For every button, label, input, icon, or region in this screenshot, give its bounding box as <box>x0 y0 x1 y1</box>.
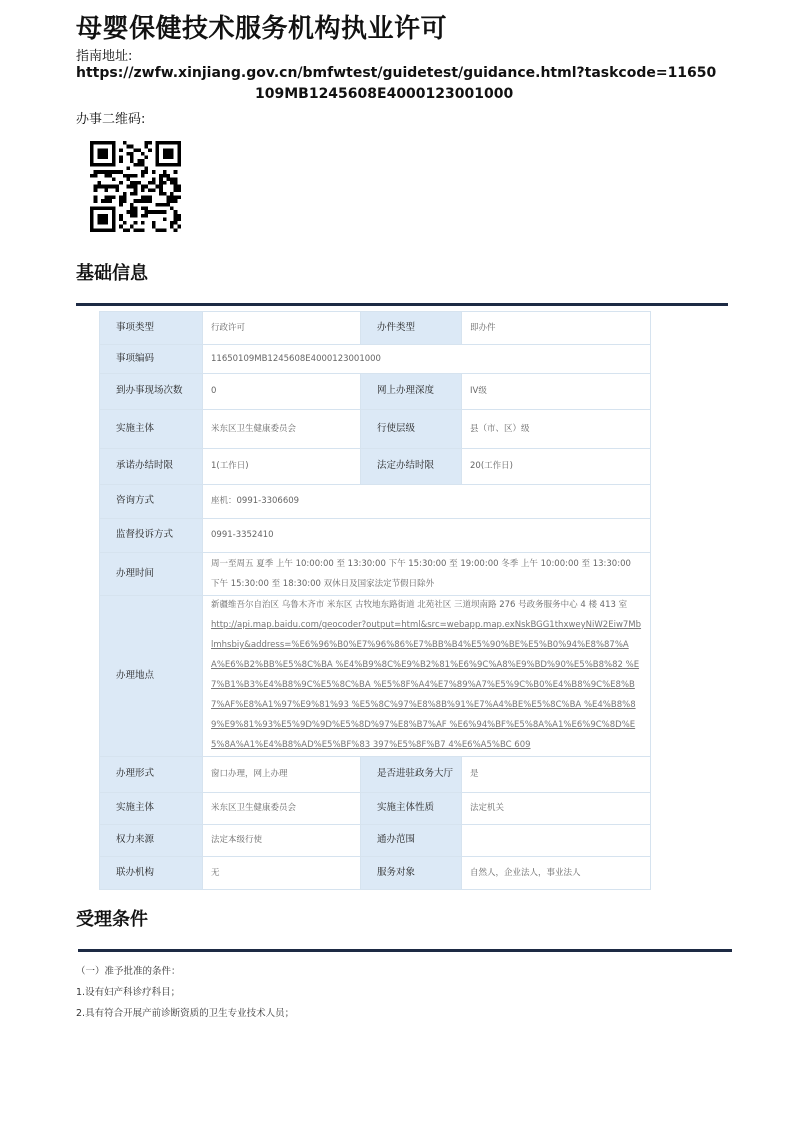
table-row <box>100 485 651 519</box>
table-row <box>100 756 651 792</box>
item-type-label: 事项类型 <box>100 312 203 345</box>
in-hall-label: 是否进驻政务大厅 <box>361 756 462 792</box>
section-divider-conditions <box>78 949 732 952</box>
page-title: 母婴保健技术服务机构执业许可 <box>76 14 448 44</box>
visits-value: 0 <box>203 374 361 410</box>
table-row <box>100 856 651 889</box>
consult-label: 咨询方式 <box>100 485 203 519</box>
item-type-value: 行政许可 <box>203 312 361 345</box>
section-title-basic: 基础信息 <box>76 263 148 284</box>
scope-value <box>462 824 651 856</box>
guide-url-line-1[interactable]: https://zwfw.xinjiang.gov.cn/bmfwtest/guidetest/guidance.html?taskcode=11650 <box>76 65 717 81</box>
joint-label: 联办机构 <box>100 856 203 889</box>
table-row <box>100 312 651 345</box>
qr-code-icon <box>90 141 181 232</box>
target-value: 自然人，企业法人，事业法人 <box>462 856 651 889</box>
table-row <box>100 596 651 757</box>
power-source-label: 权力来源 <box>100 824 203 856</box>
form-label: 办理形式 <box>100 756 203 792</box>
promise-days-label: 承诺办结时限 <box>100 449 203 485</box>
complaint-label: 监督投诉方式 <box>100 519 203 553</box>
section-divider-basic <box>76 303 728 306</box>
in-hall-value: 是 <box>462 756 651 792</box>
hours-label: 办理时间 <box>100 553 203 596</box>
target-label: 服务对象 <box>361 856 462 889</box>
online-depth-value: IV级 <box>462 374 651 410</box>
table-row <box>100 374 651 410</box>
table-row <box>100 345 651 374</box>
basic-info-table <box>99 311 651 890</box>
guide-address-label: 指南地址: <box>76 49 133 64</box>
location-address: 新疆维吾尔自治区 乌鲁木齐市 米东区 古牧地东路街道 北苑社区 三道坝南路 276 号政务服务中心 4 楼 413 室 <box>211 600 628 610</box>
item-code-label: 事项编码 <box>100 345 203 374</box>
table-row <box>100 410 651 449</box>
joint-value: 无 <box>203 856 361 889</box>
impl-body2-value: 米东区卫生健康委员会 <box>203 792 361 824</box>
condition-line: （一）准予批准的条件： <box>76 966 181 977</box>
condition-line: 2.具有符合开展产前诊断资质的卫生专业技术人员； <box>76 1008 295 1019</box>
consult-value: 座机：0991-3306609 <box>203 485 651 519</box>
impl-body2-label: 实施主体 <box>100 792 203 824</box>
online-depth-label: 网上办理深度 <box>361 374 462 410</box>
level-label: 行使层级 <box>361 410 462 449</box>
handle-type-label: 办件类型 <box>361 312 462 345</box>
form-value: 窗口办理，网上办理 <box>203 756 361 792</box>
location-cell <box>203 596 651 757</box>
complaint-value: 0991-3352410 <box>203 519 651 553</box>
power-source-value: 法定本级行使 <box>203 824 361 856</box>
impl-nature-label: 实施主体性质 <box>361 792 462 824</box>
section-title-conditions: 受理条件 <box>76 909 148 930</box>
table-row <box>100 449 651 485</box>
table-row <box>100 553 651 596</box>
item-code-value: 11650109MB1245608E4000123001000 <box>203 345 651 374</box>
legal-days-value: 20(工作日) <box>462 449 651 485</box>
map-link[interactable]: http://api.map.baidu.com/geocoder?output=html&src=webapp.map.exNskBGG1thxweyNiW2Eiw7Mblmhsbiy&address=%E6%96%B0%E7%96%86%E7%BB%B4%E5%90%BE%E5%B0%94%E8%87%AA%E6%B2%BB%E5%8C%BA %E4%B9%8C%E9%B2%81%E6%9C%A8%E9%BD%90%E5%B8%82 %E7%B1%B3%E4%B8%9C%E5%8C%BA %E5%8F%A4%E7%89%A7%E5%9C%B0%E4%B8%9C%E8%B7%AF%E8%A1%97%E9%81%93 %E5%8C%97%E8%8B%91%E7%A4%BE%E5%8C%BA %E4%B8%89%E9%81%93%E5%9D%9D%E5%8D%97%E8%B7%AF %E6%94%BF%E5%8A%A1%E6%9C%8D%E5%8A%A1%E4%B8%AD%E5%BF%83 397%E5%8F%B7 4%E6%A5%BC 609 <box>211 619 642 750</box>
table-row <box>100 792 651 824</box>
guide-url-line-2[interactable]: 109MB1245608E4000123001000 <box>255 86 514 102</box>
scope-label: 通办范围 <box>361 824 462 856</box>
location-label: 办理地点 <box>100 596 203 757</box>
impl-nature-value: 法定机关 <box>462 792 651 824</box>
hours-value: 周一至周五 夏季 上午 10:00:00 至 13:30:00 下午 15:30:00 至 19:00:00 冬季 上午 10:00:00 至 13:30:00 下午 15:30:00 至 18:30:00 双休日及国家法定节假日除外 <box>203 553 651 596</box>
qr-code-label: 办事二维码: <box>76 112 146 127</box>
table-row <box>100 519 651 553</box>
promise-days-value: 1(工作日) <box>203 449 361 485</box>
level-value: 县（市、区）级 <box>462 410 651 449</box>
table-row <box>100 824 651 856</box>
impl-body-value: 米东区卫生健康委员会 <box>203 410 361 449</box>
condition-line: 1.设有妇产科诊疗科目； <box>76 987 181 998</box>
handle-type-value: 即办件 <box>462 312 651 345</box>
legal-days-label: 法定办结时限 <box>361 449 462 485</box>
visits-label: 到办事现场次数 <box>100 374 203 410</box>
impl-body-label: 实施主体 <box>100 410 203 449</box>
